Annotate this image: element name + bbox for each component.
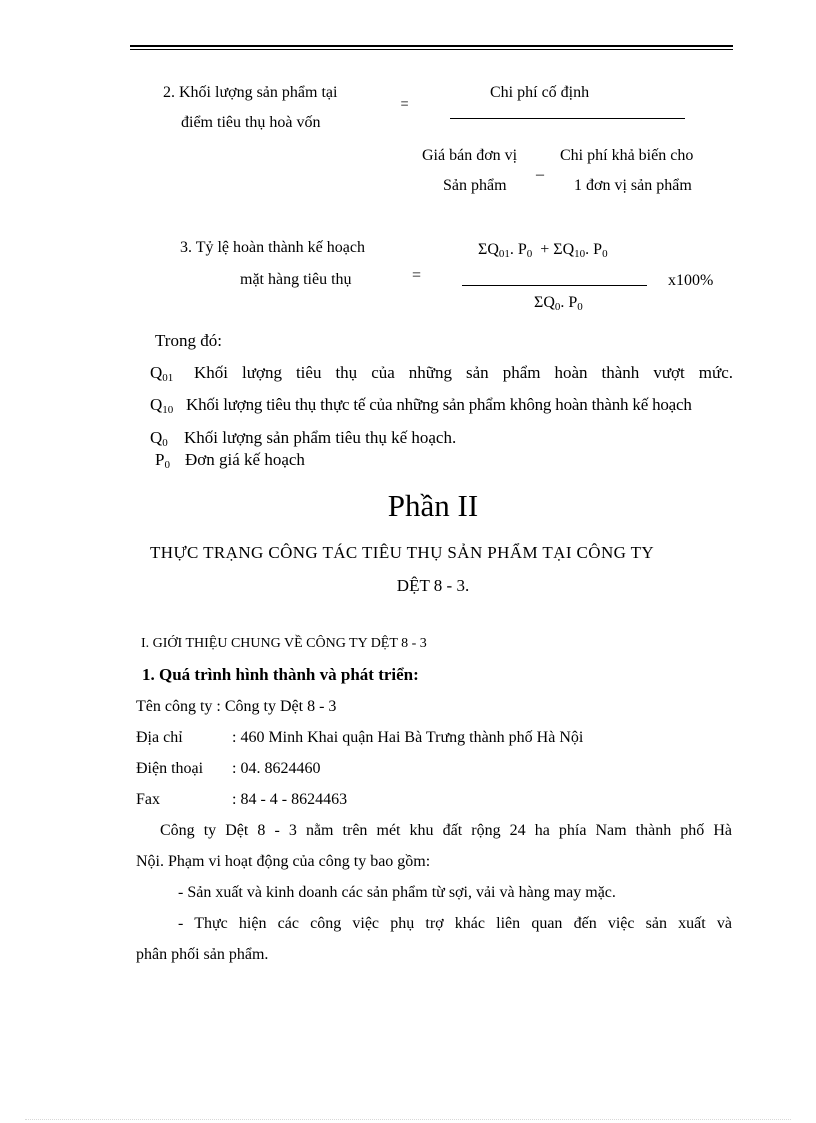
part-title: Phần II — [387, 488, 479, 523]
where-item-q0 — [150, 428, 457, 449]
formula3-num-sub4: 0 — [602, 248, 608, 260]
where-item-q10-sub: 10 — [162, 404, 174, 416]
info-label-company: Tên công ty — [136, 698, 213, 715]
info-label-phone: Điện thoại — [136, 760, 204, 777]
where-item-q10-text: Khối lượng tiêu thụ thực tế của những sản phẩm không hoàn thành kế hoạch — [186, 395, 692, 414]
formula2-denom-a-line1: Giá bán đơn vị — [422, 147, 518, 164]
info-value-address: : 460 Minh Khai quận Hai Bà Trưng thành phố Hà Nội — [232, 729, 584, 746]
where-item-q10 — [150, 395, 692, 416]
formula2-denom-b-line2: 1 đơn vị sản phẩm — [574, 177, 692, 194]
section-subheading: 1. Quá trình hình thành và phát triển: — [142, 665, 419, 684]
info-row-address — [136, 729, 736, 747]
formula3-den-sub2: 0 — [577, 301, 583, 313]
formula3-numerator — [478, 241, 608, 259]
info-label-address: Địa chỉ — [136, 729, 183, 746]
formula3-num-sub2: 0 — [526, 248, 533, 260]
formula3-left-line2: mặt hàng tiêu thụ — [240, 271, 352, 288]
info-value-phone: : 04. 8624460 — [232, 760, 321, 777]
formula3-denominator — [534, 294, 583, 312]
part-subtitle-line1: THỰC TRẠNG CÔNG TÁC TIÊU THỤ SẢN PHẨM TẠI CÔNG TY — [150, 543, 655, 562]
where-item-q01-sub: 01 — [162, 372, 174, 384]
info-row-fax — [136, 791, 736, 809]
formula3-multiplier: x100% — [668, 272, 714, 289]
where-item-q10-symbol: Q — [150, 395, 163, 414]
paragraph-line1: Công ty Dệt 8 - 3 nằm trên mét khu đất rộng 24 ha phía Nam thành phố Hà — [160, 822, 732, 839]
info-row-company — [136, 698, 336, 716]
formula3-num-part2: . P — [509, 241, 527, 258]
where-item-p0-symbol: P — [155, 450, 165, 469]
formula2-denom-b-line1: Chi phí khả biến cho — [560, 147, 694, 164]
where-item-q01-symbol: Q — [150, 363, 163, 382]
where-item-q01-text: Khối lượng tiêu thụ của những sản phẩm hoàn thành vượt mức. — [194, 363, 733, 382]
formula2-equals: = — [400, 96, 409, 113]
formula2-minus: – — [536, 166, 544, 183]
header-rule-thin — [130, 49, 733, 50]
info-value-company: : Công ty Dệt 8 - 3 — [216, 698, 337, 715]
formula3-num-sub1: 01 — [498, 248, 510, 260]
formula3-num-part1: ΣQ — [478, 241, 499, 258]
where-label: Trong đó: — [155, 331, 222, 350]
info-label-fax: Fax — [136, 791, 160, 808]
bullet-item-1: - Sản xuất và kinh doanh các sản phẩm từ sợi, vải và hàng may mặc. — [178, 884, 616, 901]
formula3-fraction-bar — [462, 285, 647, 286]
info-value-fax: : 84 - 4 - 8624463 — [232, 791, 348, 808]
where-item-q01 — [150, 363, 733, 383]
bullet-item-2-line2: phân phối sản phẩm. — [136, 946, 269, 963]
paragraph-line2: Nội. Phạm vi hoạt động của công ty bao gồm: — [136, 853, 431, 870]
where-item-q0-text: Khối lượng sản phẩm tiêu thụ kế hoạch. — [184, 428, 457, 447]
formula3-num-sub3: 10 — [574, 248, 586, 260]
formula2-left-line1: 2. Khối lượng sản phẩm tại — [163, 84, 338, 101]
where-item-q0-symbol: Q — [150, 428, 163, 447]
where-item-q0-sub: 0 — [162, 437, 168, 449]
formula3-equals: = — [412, 267, 422, 284]
formula2-denom-a-line2: Sản phẩm — [443, 177, 507, 194]
formula3-left-line1: 3. Tỷ lệ hoàn thành kế hoạch — [180, 239, 365, 256]
where-item-p0-sub: 0 — [164, 459, 170, 471]
page-bottom-border — [25, 1119, 791, 1120]
part-subtitle-line2: DỆT 8 - 3. — [396, 576, 470, 595]
bullet-item-2-line1: - Thực hiện các công việc phụ trợ khác liên quan đến việc sản xuất và — [178, 915, 732, 932]
formula3-den-part2: . P — [560, 294, 578, 311]
formula3-num-part4: . P — [585, 241, 603, 258]
info-row-phone — [136, 760, 736, 778]
formula3-den-sub1: 0 — [554, 301, 561, 313]
formula3-den-part1: ΣQ — [534, 294, 555, 311]
formula2-left-line2: điểm tiêu thụ hoà vốn — [181, 114, 321, 131]
formula2-fraction-bar — [450, 118, 685, 119]
where-item-p0-text: Đơn giá kế hoạch — [185, 450, 305, 469]
section-heading: I. GIỚI THIỆU CHUNG VỀ CÔNG TY DỆT 8 - 3 — [141, 636, 427, 651]
where-item-p0 — [155, 450, 305, 471]
formula2-numerator: Chi phí cố định — [490, 84, 590, 101]
header-rule-thick — [130, 45, 733, 47]
formula3-num-plus: + ΣQ — [540, 241, 575, 258]
